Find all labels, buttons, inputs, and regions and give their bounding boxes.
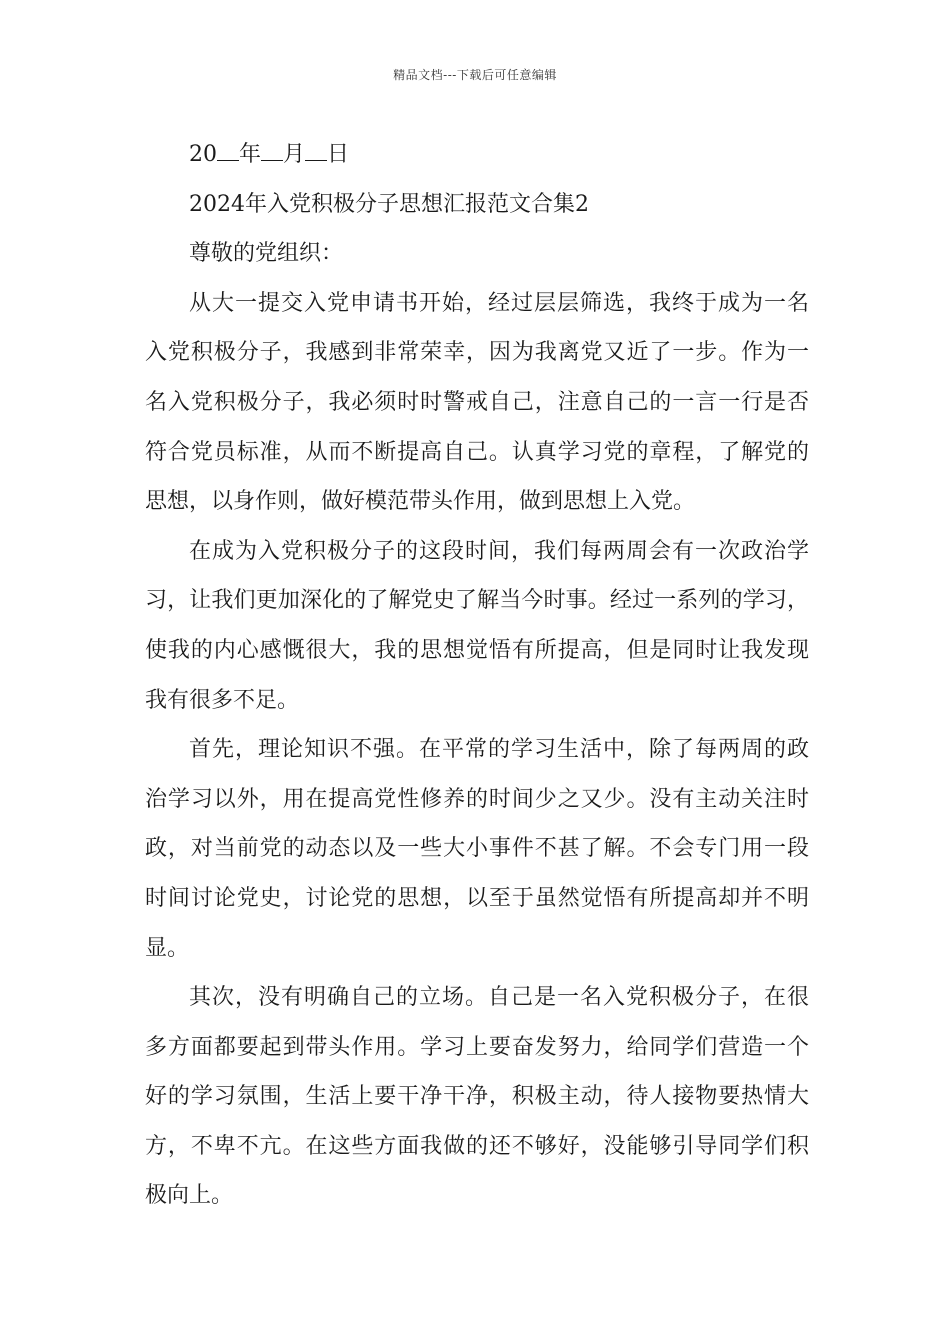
paragraph-4 xyxy=(145,973,809,1221)
paragraph-line: 名入党积极分子，我必须时时警戒自己，注意自己的一言一行是否 xyxy=(145,389,809,415)
date-line xyxy=(145,130,809,180)
paragraph-line: 好的学习氛围，生活上要干净干净，积极主动，待人接物要热情大 xyxy=(145,1084,809,1110)
date-year-blank xyxy=(217,142,239,161)
paragraph-line: 符合党员标准，从而不断提高自己。认真学习党的章程，了解党的 xyxy=(145,439,809,465)
document-title: 2024年入党积极分子思想汇报范文合集2 xyxy=(189,191,589,217)
paragraph-line: 在成为入党积极分子的这段时间，我们每两周会有一次政治学 xyxy=(189,538,809,564)
page-header: 精品文档---下载后可任意编辑 xyxy=(393,68,557,82)
paragraph-line: 治学习以外，用在提高党性修养的时间少之又少。没有主动关注时 xyxy=(145,786,809,812)
paragraph-line: 首先，理论知识不强。在平常的学习生活中，除了每两周的政 xyxy=(189,737,809,763)
date-month-blank xyxy=(261,142,283,161)
paragraph-line: 使我的内心感慨很大，我的思想觉悟有所提高，但是同时让我发现 xyxy=(145,637,809,663)
salutation: 尊敬的党组织： xyxy=(189,241,344,267)
date-day-label: 日 xyxy=(327,142,350,167)
paragraph-line: 多方面都要起到带头作用。学习上要奋发努力，给同学们营造一个 xyxy=(145,1034,809,1060)
paragraph-line: 极向上。 xyxy=(145,1183,234,1209)
paragraph-3 xyxy=(145,725,809,973)
document-body xyxy=(145,130,809,1221)
date-year-label: 年 xyxy=(239,142,262,167)
paragraph-line: 政，对当前党的动态以及一些大小事件不甚了解。不会专门用一段 xyxy=(145,836,809,862)
paragraph-line: 习，让我们更加深化的了解党史了解当今时事。经过一系列的学习， xyxy=(145,588,809,614)
date-year-prefix: 20 xyxy=(189,142,217,167)
date-day-blank xyxy=(305,142,327,161)
paragraph-line: 思想，以身作则，做好模范带头作用，做到思想上入党。 xyxy=(145,489,696,515)
paragraph-line: 时间讨论党史，讨论党的思想，以至于虽然觉悟有所提高却并不明 xyxy=(145,885,809,911)
paragraph-line: 入党积极分子，我感到非常荣幸，因为我离党又近了一步。作为一 xyxy=(145,340,809,366)
paragraph-line: 方，不卑不亢。在这些方面我做的还不够好，没能够引导同学们积 xyxy=(145,1133,809,1159)
paragraph-line: 其次，没有明确自己的立场。自己是一名入党积极分子，在很 xyxy=(189,985,809,1011)
paragraph-line: 从大一提交入党申请书开始，经过层层筛选，我终于成为一名 xyxy=(189,290,809,316)
paragraph-line: 我有很多不足。 xyxy=(145,687,300,713)
paragraph-1 xyxy=(145,279,809,527)
paragraph-2 xyxy=(145,527,809,725)
paragraph-line: 显。 xyxy=(145,935,190,961)
date-month-label: 月 xyxy=(283,142,306,167)
